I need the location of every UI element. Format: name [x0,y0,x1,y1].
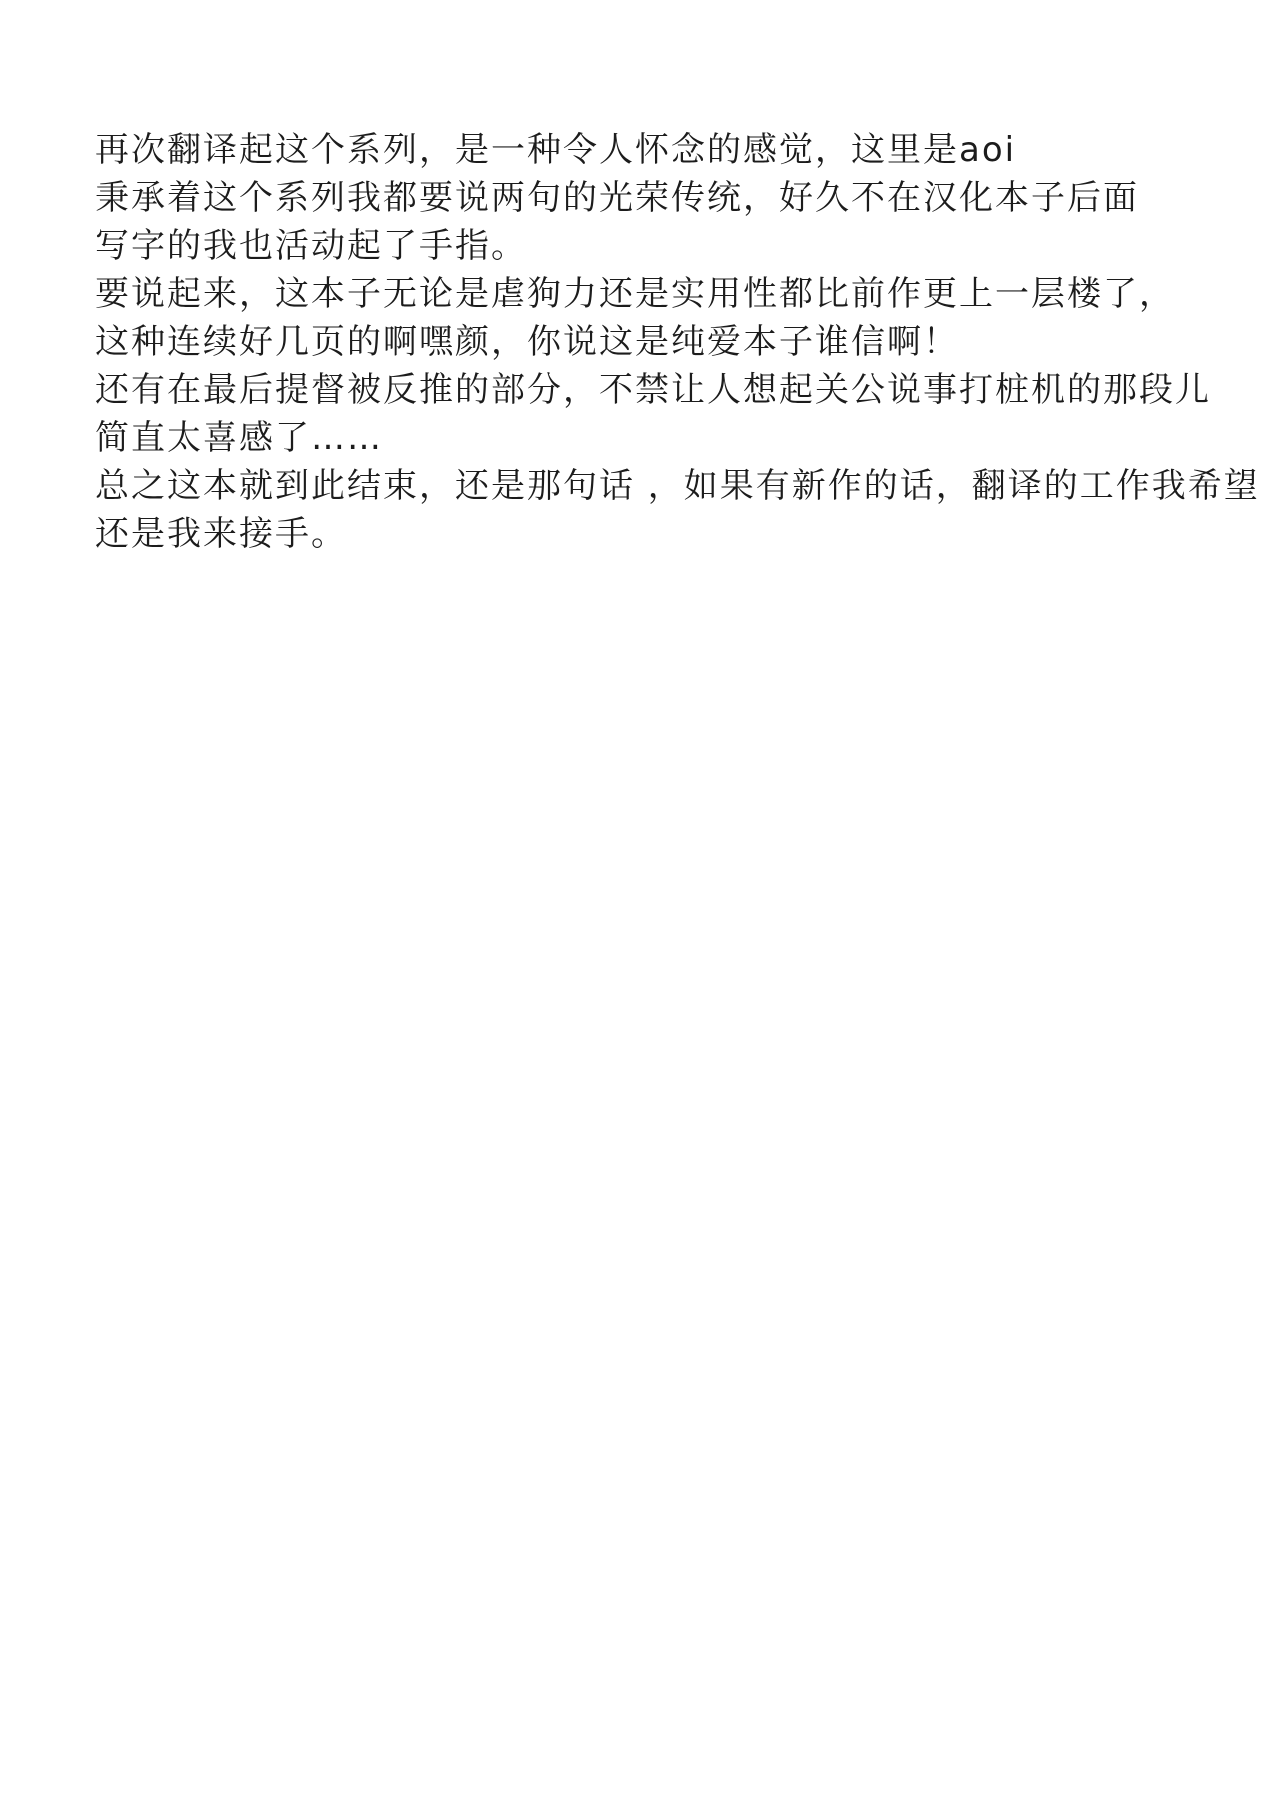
afterword-line: 这种连续好几页的啊嘿颜，你说这是纯爱本子谁信啊！ [95,322,959,362]
afterword-line: 秉承着这个系列我都要说两句的光荣传统，好久不在汉化本子后面 [95,178,1139,218]
afterword-line: 再次翻译起这个系列，是一种令人怀念的感觉，这里是aoi [95,130,1017,170]
afterword-line: 要说起来，这本子无论是虐狗力还是实用性都比前作更上一层楼了， [95,274,1175,314]
afterword-line: 总之这本就到此结束，还是那句话 ，如果有新作的话，翻译的工作我希望 [95,466,1260,506]
afterword-line: 还有在最后提督被反推的部分，不禁让人想起关公说事打桩机的那段儿 [95,370,1211,410]
afterword-line: 还是我来接手。 [95,514,347,554]
afterword-line: 简直太喜感了…… [95,418,383,458]
afterword-line: 写字的我也活动起了手指。 [95,226,527,266]
afterword-text-block [95,126,1260,558]
